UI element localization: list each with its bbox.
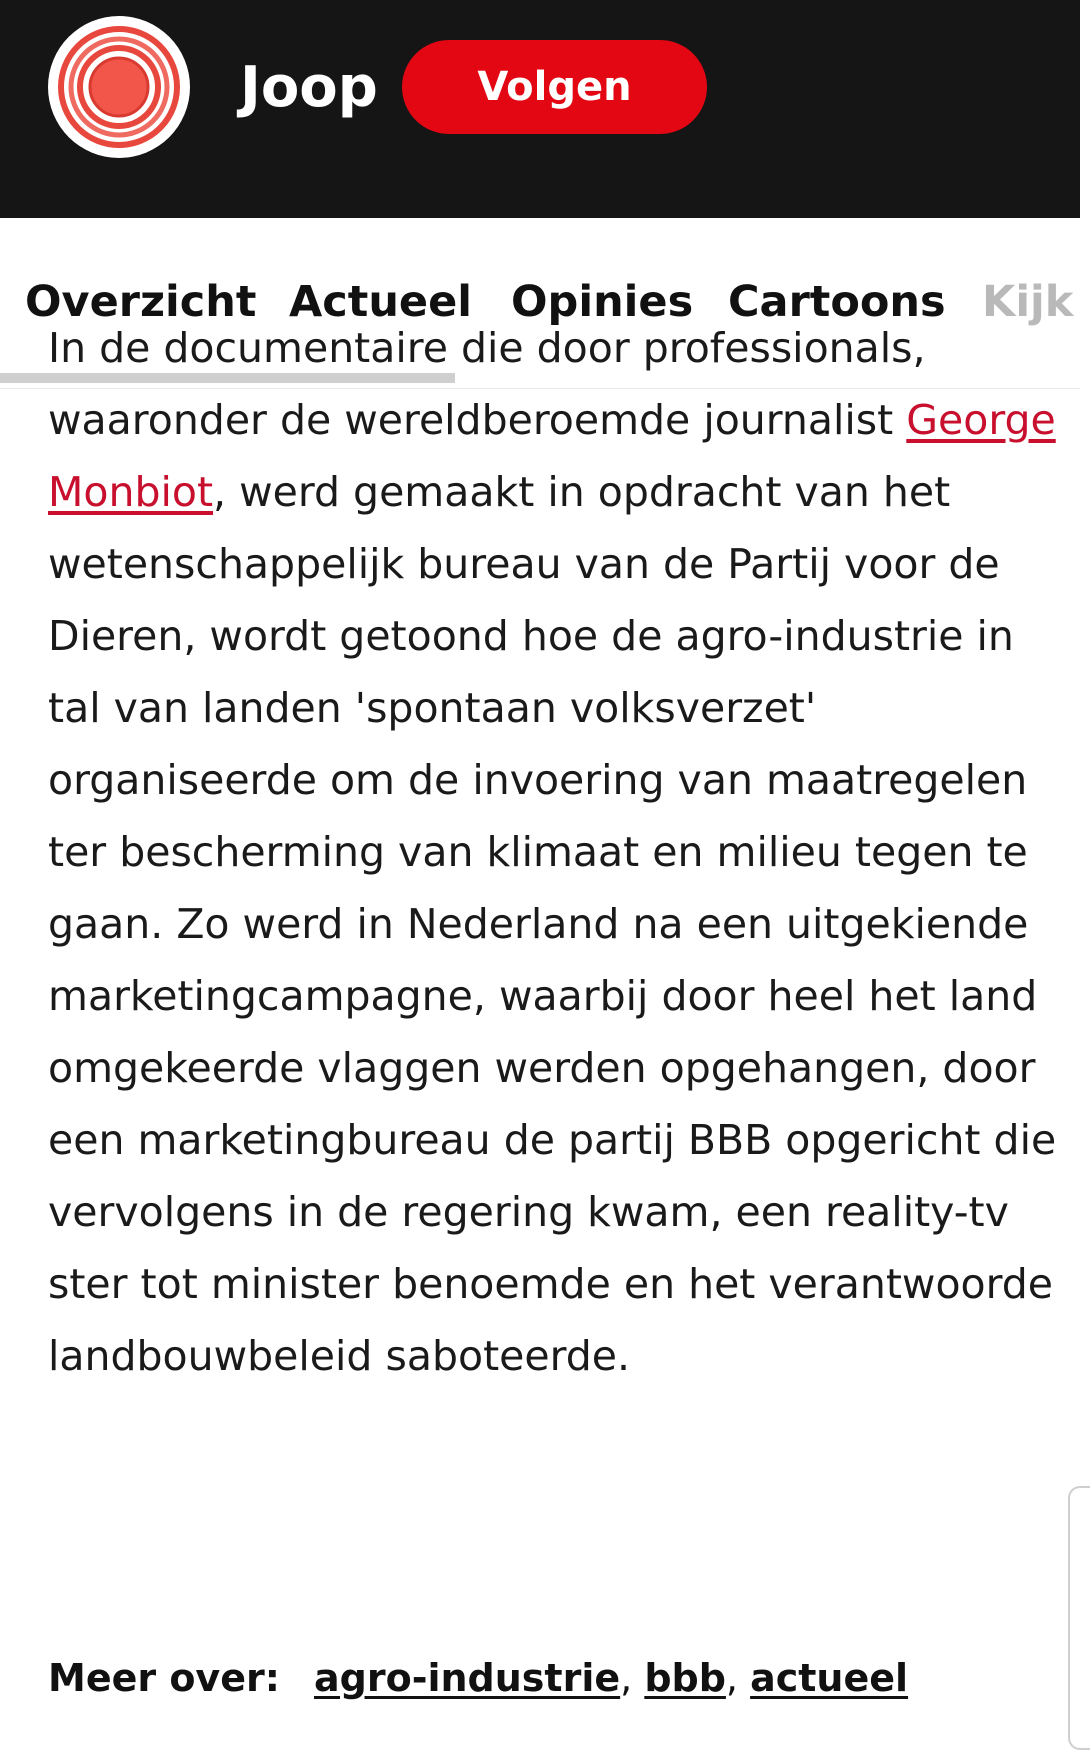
top-bar — [0, 0, 1080, 218]
related-tags-label: Meer over: — [48, 1656, 280, 1700]
follow-button[interactable]: Volgen — [402, 40, 707, 134]
tag-link-agro-industrie[interactable]: agro-industrie — [314, 1656, 621, 1700]
nav-item-opinies[interactable]: Opinies — [511, 277, 694, 327]
article-paragraph — [48, 312, 1058, 1392]
brand-name[interactable]: Joop — [240, 55, 378, 120]
article-lead-text: In de documentaire die door professionals, waaronder de wereldberoemde journalist — [48, 324, 926, 444]
article-text: , werd gemaakt in opdracht van het wetenschappelijk bureau van de Partij voor de Dieren, wordt getoond hoe de agro-industrie in tal van landen 'spontaan volksverzet' organiseerde om de invoering van maatregelen ter bescherming van klimaat en milieu tegen te gaan. Zo werd in Nederland na een uitgekiende marketingcampagne, waarbij door heel het land omgekeerde vlaggen werden opgehangen, door een marketingbureau de partij BBB opgericht die vervolgens in de regering kwam, een reality-tv ster tot minister benoemde en het verantwoorde landbouwbeleid saboteerde. — [48, 468, 1057, 1380]
target-circles-icon[interactable] — [48, 16, 190, 158]
nav-item-cartoons[interactable]: Cartoons — [728, 277, 946, 327]
article-body — [48, 324, 1058, 1567]
nav-item-actueel[interactable]: Actueel — [289, 277, 473, 327]
side-panel-handle[interactable] — [1068, 1486, 1090, 1750]
tag-separator: , — [725, 1656, 751, 1700]
nav-item-overzicht[interactable]: Overzicht — [25, 277, 257, 327]
author-link[interactable]: George Monbiot — [48, 396, 1056, 516]
nav-item-kijk[interactable]: Kijk — [982, 277, 1074, 327]
tag-separator: , — [620, 1656, 645, 1700]
tag-link-actueel[interactable]: actueel — [750, 1656, 909, 1700]
related-tags — [48, 1650, 908, 1706]
tag-link-bbb[interactable]: bbb — [644, 1656, 726, 1700]
